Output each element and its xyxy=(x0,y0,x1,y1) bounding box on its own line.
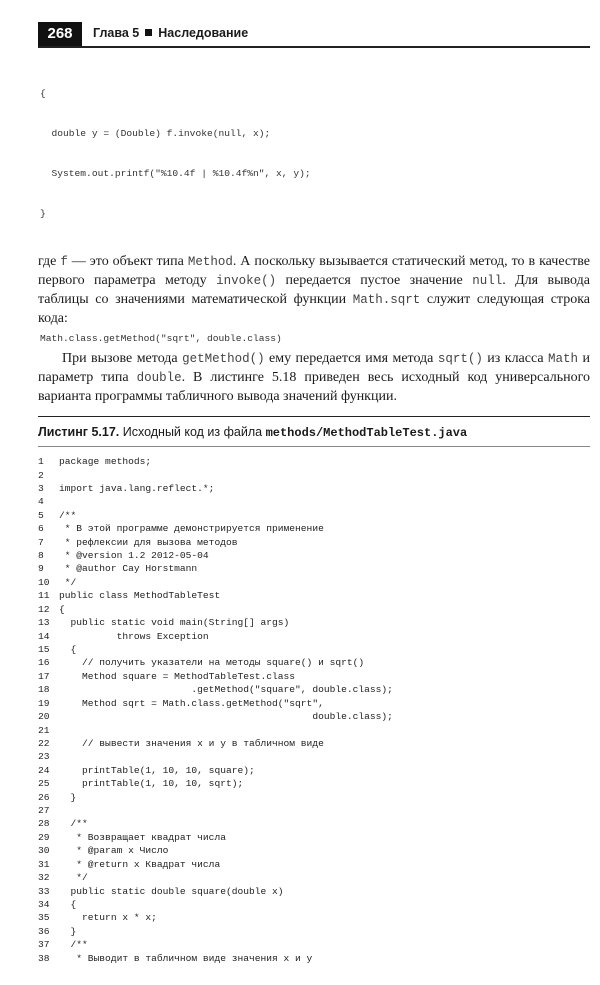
code-listing-line xyxy=(38,831,590,844)
line-code: * @version 1.2 2012-05-04 xyxy=(59,550,209,562)
line-code: return x * x; xyxy=(59,912,157,924)
line-code: * @author Cay Horstmann xyxy=(59,563,198,575)
code-listing-line xyxy=(38,885,590,898)
line-number: 38 xyxy=(38,952,50,964)
line-number: 27 xyxy=(38,805,50,817)
code-listing-line xyxy=(38,804,590,817)
line-code: /** xyxy=(59,509,77,521)
line-code: throws Exception xyxy=(59,630,209,642)
code-listing-line xyxy=(38,911,590,924)
code-listing-line xyxy=(38,536,590,549)
line-code: import java.lang.reflect.*; xyxy=(59,482,215,494)
code-listing-line xyxy=(38,791,590,804)
line-code: // вывести значения x и y в табличном виде xyxy=(59,737,324,749)
line-number: 22 xyxy=(38,737,50,749)
line-code: */ xyxy=(59,576,77,588)
code-listing-line xyxy=(38,576,590,589)
line-code: printTable(1, 10, 10, square); xyxy=(59,764,255,776)
line-number: 17 xyxy=(38,670,50,682)
code-listing-line xyxy=(38,549,590,562)
code-snippet-mid: Math.class.getMethod("sqrt", double.class) xyxy=(40,332,282,344)
line-number: 35 xyxy=(38,912,50,924)
code-line: } xyxy=(40,208,46,220)
code-listing-line xyxy=(38,670,590,683)
code-listing-line xyxy=(38,616,590,629)
line-code: package methods; xyxy=(59,456,152,468)
line-code: * Выводит в табличном виде значения x и y xyxy=(59,952,313,964)
code-listing-line xyxy=(38,925,590,938)
line-code: } xyxy=(59,791,77,803)
code-listing-line xyxy=(38,737,590,750)
square-bullet-icon xyxy=(145,29,152,36)
line-number: 23 xyxy=(38,751,50,763)
line-code: public static double square(double x) xyxy=(59,885,284,897)
line-number: 37 xyxy=(38,939,50,951)
code-snippet-top xyxy=(40,60,590,248)
running-title xyxy=(93,26,248,40)
line-number: 26 xyxy=(38,791,50,803)
code-listing-line xyxy=(38,643,590,656)
page-number: 268 xyxy=(38,22,82,46)
line-code: { xyxy=(59,603,65,615)
code-listing-line xyxy=(38,495,590,508)
code-listing-line xyxy=(38,482,590,495)
code-listing-line xyxy=(38,509,590,522)
line-number: 14 xyxy=(38,630,50,642)
line-number: 8 xyxy=(38,550,44,562)
line-code: /** xyxy=(59,818,88,830)
listing-caption: Листинг 5.17. Исходный код из файла methods/MethodTableTest.java xyxy=(38,425,468,441)
line-code: } xyxy=(59,925,77,937)
section-label: Наследование xyxy=(158,26,249,40)
code-line: double y = (Double) f.invoke(null, x); xyxy=(40,128,271,140)
code-listing xyxy=(38,455,590,965)
line-number: 9 xyxy=(38,563,44,575)
line-number: 10 xyxy=(38,576,50,588)
line-code: { xyxy=(59,644,77,655)
line-code: public static void main(String[] args) xyxy=(59,617,290,629)
code-listing-line xyxy=(38,562,590,575)
page-header xyxy=(38,22,590,48)
line-code: .getMethod("square", double.class); xyxy=(59,684,393,696)
line-number: 2 xyxy=(38,469,44,481)
code-listing-line xyxy=(38,898,590,911)
divider xyxy=(38,416,590,417)
code-line: { xyxy=(40,87,46,99)
line-number: 18 xyxy=(38,684,50,696)
line-code: double.class); xyxy=(59,711,393,723)
line-code: * @return x Квадрат числа xyxy=(59,858,221,870)
line-code: /** xyxy=(59,939,88,951)
code-listing-line xyxy=(38,683,590,696)
code-listing-line xyxy=(38,764,590,777)
code-listing-line xyxy=(38,817,590,830)
line-number: 25 xyxy=(38,778,50,790)
line-number: 5 xyxy=(38,509,44,521)
line-code: * @param x Число xyxy=(59,845,169,857)
line-number: 7 xyxy=(38,536,44,548)
line-code: printTable(1, 10, 10, sqrt); xyxy=(59,778,244,790)
code-listing-line xyxy=(38,952,590,965)
code-listing-line xyxy=(38,656,590,669)
line-number: 34 xyxy=(38,899,50,911)
line-number: 13 xyxy=(38,617,50,629)
line-number: 24 xyxy=(38,764,50,776)
code-listing-line xyxy=(38,630,590,643)
line-code: // получить указатели на методы square() и sqrt() xyxy=(59,657,365,669)
line-number: 20 xyxy=(38,711,50,723)
line-number: 19 xyxy=(38,697,50,709)
line-number: 29 xyxy=(38,831,50,843)
line-code: * В этой программе демонстрируется применение xyxy=(59,523,324,535)
line-number: 36 xyxy=(38,925,50,937)
line-code: public class MethodTableTest xyxy=(59,590,221,602)
line-code: Method sqrt = Math.class.getMethod("sqrt", xyxy=(59,697,324,709)
line-number: 1 xyxy=(38,456,44,468)
line-number: 30 xyxy=(38,845,50,857)
line-code: */ xyxy=(59,872,88,884)
code-listing-line xyxy=(38,710,590,723)
code-listing-line xyxy=(38,697,590,710)
line-number: 31 xyxy=(38,858,50,870)
code-listing-line xyxy=(38,750,590,763)
code-listing-line xyxy=(38,844,590,857)
code-listing-line xyxy=(38,469,590,482)
code-listing-line xyxy=(38,858,590,871)
code-listing-line xyxy=(38,938,590,951)
code-listing-line xyxy=(38,724,590,737)
paragraph-1: где f — это объект типа Method. А поскольку вызывается статический метод, то в качестве первого параметра методу invoke() передается пустое значение null. Для вывода таблицы со значениями математической функции Math.sqrt служит следующая строка кода: xyxy=(38,253,591,326)
line-number: 33 xyxy=(38,885,50,897)
line-code: * Возвращает квадрат числа xyxy=(59,831,226,843)
line-code: { xyxy=(59,899,77,911)
line-number: 12 xyxy=(38,603,50,615)
code-listing-line xyxy=(38,522,590,535)
code-listing-line xyxy=(38,871,590,884)
line-code: Method square = MethodTableTest.class xyxy=(59,670,296,682)
line-number: 16 xyxy=(38,657,50,669)
chapter-label: Глава 5 xyxy=(93,26,140,40)
line-code: * рефлексии для вызова методов xyxy=(59,536,238,548)
code-listing-line xyxy=(38,777,590,790)
divider xyxy=(38,446,590,447)
paragraph-2: При вызове метода getMethod() ему передается имя метода sqrt() из класса Math и параметр типа double. В листинге 5.18 приведен весь исходный код универсального варианта программы табличного вывода значений функции. xyxy=(38,351,590,405)
code-line: System.out.printf("%10.4f | %10.4f%n", x, y); xyxy=(40,168,311,180)
line-number: 15 xyxy=(38,644,50,655)
line-number: 21 xyxy=(38,724,50,736)
line-number: 3 xyxy=(38,482,44,494)
code-listing-line xyxy=(38,455,590,468)
code-listing-line xyxy=(38,589,590,602)
line-number: 28 xyxy=(38,818,50,830)
line-number: 6 xyxy=(38,523,44,535)
line-number: 32 xyxy=(38,872,50,884)
line-number: 11 xyxy=(38,590,50,602)
code-listing-line xyxy=(38,603,590,616)
line-number: 4 xyxy=(38,496,44,508)
